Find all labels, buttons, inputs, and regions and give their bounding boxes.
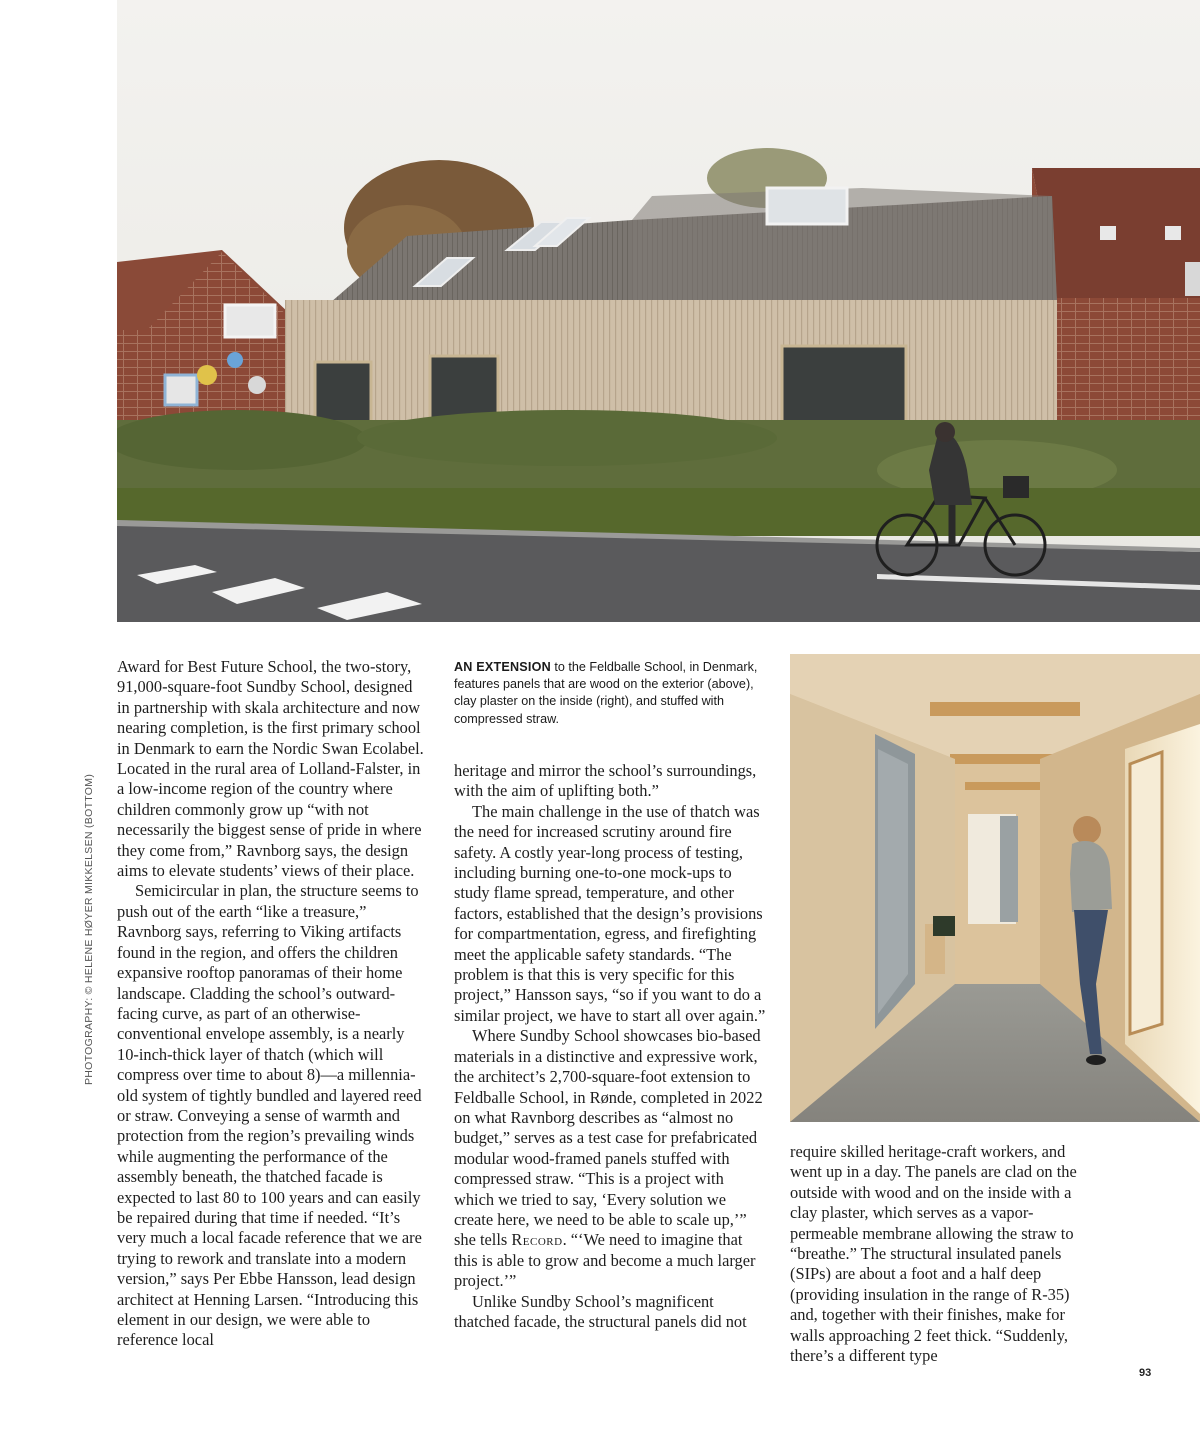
page-number: 93 [1139,1367,1152,1379]
exterior-photo-illustration [117,0,1200,622]
caption-text: to the Feldballe School, in Denmark, features panels that are wood on the exterior (above), clay plaster on the inside (right), and stuffed with compressed straw. [454,660,758,726]
column2-paragraph-part: Where Sundby School showcases bio-based materials in a distinctive and expressive work, the architect’s 2,700-square-foot extension to Feldballe School, in Rønde, completed in 2022 on what Ravnborg describes as “almost no budget,” serves as a test case for prefabricated modular wood-framed panels stuffed with compressed straw. “This is a project with which we tried to say, ‘Every solution we create here, we need to be able to scale up,’” she tells [454,1026,763,1250]
photo-credit-text: PHOTOGRAPHY: © HELENE HØYER MIKKELSEN (BOTTOM) [83,773,95,1085]
extension-exterior-photo [117,0,1200,622]
extension-interior-photo [790,654,1200,1122]
caption-lead: AN EXTENSION [454,660,551,674]
column2-paragraph: Unlike Sundby School’s magnificent thatched facade, the structural panels did not [454,1291,747,1331]
column1-paragraph: Semicircular in plan, the structure seems to push out of the earth “like a treasure,” Ravnborg says, referring to Viking artifacts found in the region, and offers the children expansive rooftop panoramas of their home landscape. Cladding the school’s outward-facing curve, as part of an otherwise-conventional envelope assembly, is a nearly 10-inch-thick layer of thatch (which will compress over time to about 8)—a millennia-old system of tightly bundled and layered reed or straw. Conveying a sense of warmth and protection from the region’s prevailing winds while augmenting the performance of the assembly beneath, the thatched facade is expected to last 80 to 100 years and can easily be repaired during that time if needed. “It’s very much a local facade reference that we are trying to rework and translate into a modern version,” says Per Ebbe Hansson, lead design architect at Henning Larsen. “Introducing this element in our design, we were able to reference local [117,881,422,1350]
column2-paragraph [454,1026,767,1291]
magazine-name: Record [511,1230,563,1250]
interior-photo-illustration [790,654,1200,1122]
photo-caption [454,659,764,728]
body-column-3 [790,1142,1100,1366]
body-column-1 [117,657,429,1351]
column2-paragraph-part: . “‘We need to imagine that this is able to grow and become a much larger project.’” [454,1230,756,1291]
column2-paragraph: The main challenge in the use of thatch was the need for increased scrutiny around fire safety. A costly year-long process of testing, including burning one-to-one mock-ups to study flame spread, temperature, and other factors, established that the design’s provisions for compartmentation, egress, and firefighting meet the applicable safety standards. “The problem is that this is very specific for this project,” Hansson says, “so if you want to do a similar project, we have to start all over again.” [454,801,766,1025]
column3-paragraph: require skilled heritage-craft workers, and went up in a day. The panels are clad on the outside with wood and on the inside with a clay plaster, which serves as a vapor-permeable membrane allowing the straw to “breathe.” The structural insulated panels (SIPs) are about a foot and a half deep (providing insulation in the range of R-35) and, together with their finishes, make for walls approaching 2 feet thick. “Suddenly, there’s a different type [790,1142,1077,1366]
body-column-2 [454,761,767,1332]
column1-paragraph: Award for Best Future School, the two-story, 91,000-square-foot Sundby School, designed in partnership with skala architecture and now nearing completion, is the first primary school in Denmark to earn the Nordic Swan Ecolabel. Located in the rural area of Lolland-Falster, in a low-income region of the country where children commonly grow up “with not necessarily the biggest sense of pride in where they come from,” Ravnborg says, the design aims to elevate students’ views of their place. [117,657,424,881]
column2-paragraph: heritage and mirror the school’s surroundings, with the aim of uplifting both.” [454,761,757,801]
